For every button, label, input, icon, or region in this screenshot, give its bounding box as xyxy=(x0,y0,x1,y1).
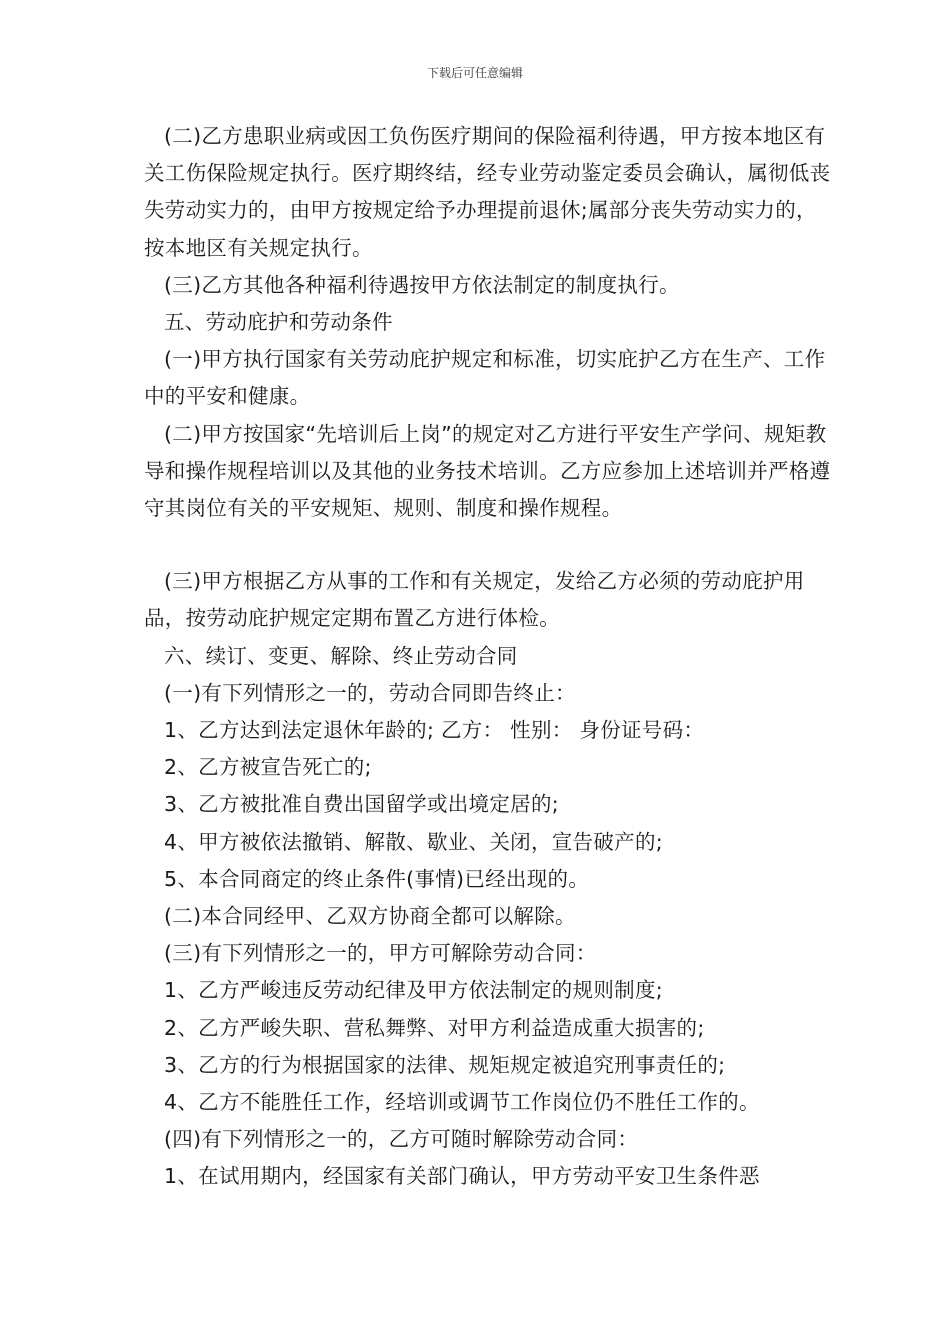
list-item-negligence: 2、乙方严峻失职、营私舞弊、对甲方利益造成重大损害的; xyxy=(164,1015,705,1040)
paragraph-other-benefits: (三)乙方其他各种福利待遇按甲方依法制定的制度执行。 xyxy=(164,272,680,297)
paragraph-training: (二)甲方按国家“先培训后上岗”的规定对乙方进行平安生产学问、规矩教导和操作规程培训以及其他的业务技术培训。乙方应参加上述培训并严格遵守其岗位有关的平安规矩、规则、制度和操作规程。 xyxy=(144,421,831,521)
list-item-agreed-condition: 5、本合同商定的终止条件(事情)已经出现的。 xyxy=(164,866,590,891)
document-body xyxy=(144,118,834,1196)
list-item-declared-dead: 2、乙方被宣告死亡的; xyxy=(164,755,372,780)
list-item-probation: 1、在试用期内，经国家有关部门确认，甲方劳动平安卫生条件恶 xyxy=(164,1164,760,1189)
list-item-incompetence: 4、乙方不能胜任工作，经培训或调节工作岗位仍不胜任工作的。 xyxy=(164,1090,760,1115)
paragraph-protection-standards: (一)甲方执行国家有关劳动庇护规定和标准，切实庇护乙方在生产、工作中的平安和健康。 xyxy=(144,347,826,409)
paragraph-protective-equipment: (三)甲方根据乙方从事的工作和有关规定，发给乙方必须的劳动庇护用品，按劳动庇护规定定期布置乙方进行体检。 xyxy=(144,569,805,631)
list-item-abroad: 3、乙方被批准自费出国留学或出境定居的; xyxy=(164,792,559,817)
paragraph-mutual-agreement: (二)本合同经甲、乙双方协商全都可以解除。 xyxy=(164,904,576,929)
paragraph-insurance-benefits: (二)乙方患职业病或因工负伤医疗期间的保险福利待遇，甲方按本地区有关工伤保险规定执行。医疗期终结，经专业劳动鉴定委员会确认，属彻低丧失劳动实力的，由甲方按规定给予办理提前退休;属部分丧失劳动实力的，按本地区有关规定执行。 xyxy=(144,124,831,260)
section-heading-contract-changes: 六、续订、变更、解除、终止劳动合同 xyxy=(164,643,518,668)
list-item-criminal: 3、乙方的行为根据国家的法律、规矩规定被追究刑事责任的; xyxy=(164,1052,726,1077)
paragraph-employer-termination: (三)有下列情形之一的，甲方可解除劳动合同： xyxy=(164,941,597,966)
paragraph-employee-termination: (四)有下列情形之一的，乙方可随时解除劳动合同： xyxy=(164,1127,639,1152)
paragraph-gap xyxy=(144,527,834,563)
section-heading-labor-protection: 五、劳动庇护和劳动条件 xyxy=(164,310,393,335)
list-item-discipline: 1、乙方严峻违反劳动纪律及甲方依法制定的规则制度; xyxy=(164,978,663,1003)
page-header: 下载后可任意编辑 xyxy=(426,66,523,80)
list-item-bankruptcy: 4、甲方被依法撤销、解散、歇业、关闭，宣告破产的; xyxy=(164,829,663,854)
paragraph-termination-cases: (一)有下列情形之一的，劳动合同即告终止： xyxy=(164,680,576,705)
list-item-retirement: 1、乙方达到法定退休年龄的; 乙方： 性别： 身份证号码： xyxy=(164,718,705,743)
